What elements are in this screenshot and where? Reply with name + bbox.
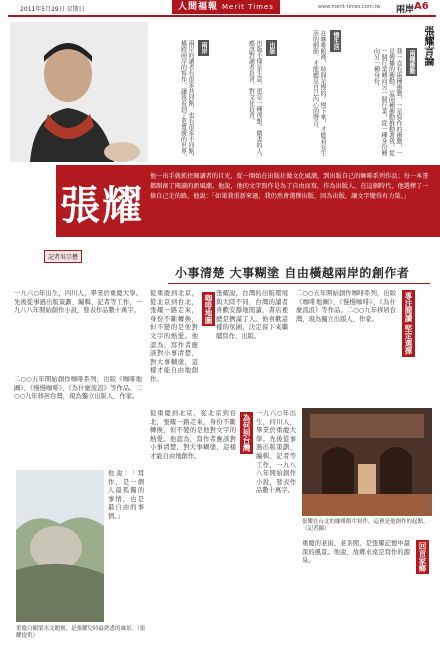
feature-lead: 他一出手就抓住閱讀者的目光，從一開始在出版社做文化風潮，到出版自己的咖啡系列作品；每一本書都開創了閱讀的新風潮。他說，他的文字寫作是為了自由而寫，作為出版人，在這個時代，他選擇了一條自己走的路，他說：「如果我重新來過，我仍然會選擇出版，因為出版，讓文字變得有力量。」 bbox=[150, 173, 429, 200]
series-title: 張耀言論 bbox=[422, 26, 433, 66]
section-head-1: 咖啡地圖 bbox=[204, 294, 213, 324]
section-head-3: 為何到台灣 bbox=[242, 414, 251, 452]
feature-name: 張耀 bbox=[60, 182, 144, 229]
masthead-rule bbox=[8, 15, 436, 17]
portrait-illustration bbox=[10, 22, 148, 162]
body-left-column bbox=[108, 470, 144, 620]
middle-column-text-2: 張耀說，台灣的出版環境與大陸不同，台灣的讀者喜歡安靜地閱讀，書店裡總是擠滿了人。他喜歡這樣的氛圍，決定留下來繼續寫作、出版。 bbox=[216, 290, 288, 340]
lower-middle-text-2: 一九六○年出生，四川人，畢業於重慶大學。先後從事過出版策劃、編輯、記者等工作，一九八八年開始創作小說，發表作品數十萬字。 bbox=[256, 410, 296, 495]
issue-date: 2011年5月29日 星期日 bbox=[20, 6, 85, 13]
bottom-right-text: 重慶的老街、老茶館，是張耀記憶中最深的風景。他說，故鄉永遠是寫作的源泉。 bbox=[302, 540, 410, 565]
landscape-photo bbox=[16, 470, 104, 622]
middle-column-text: 從重慶到北京，從北京到台北，張耀一路走來，身份不斷轉換，但不變的是他對文字的熱愛。他認為，寫作者應該對小事清楚，對大事糊塗，這樣才能自由地創作。 bbox=[150, 290, 198, 383]
headline: 小事清楚 大事糊塗 自由橫越兩岸的創作者 bbox=[175, 266, 410, 280]
right-column-text: 二○○五年開始創作咖啡系列，出版《咖啡地圖》、《慢慢咖啡》、《為什麼流浪》等作品。二○○九年移居台灣，現為獨立出版人、作家。 bbox=[296, 290, 396, 323]
column-text-1: 我一直有兩種衝動，一是寫作的衝動，一是傳播的衝動。這兩種衝動推動著我，從一個行業轉向另一個行業，從一種身份轉向另一種身份。 bbox=[372, 48, 402, 156]
body-intro: 一九六○年出生，四川人，畢業於重慶大學。先後從事過出版策劃、編輯、記者等工作，一九八八年開始創作小說，發表作品數十萬字。 bbox=[14, 290, 142, 315]
caption-left: 重慶白鶴梁水文題刻，是張耀兒時最熟悉的風景。（張耀提供） bbox=[16, 626, 146, 639]
logo-subtitle: Merit Times bbox=[222, 3, 274, 11]
lower-middle-text: 從重慶到北京，從北京到台北，張耀一路走來，身份不斷轉換，但不變的是他對文字的熱愛。他認為，寫作者應該對小事清楚，對大事糊塗，這樣才能自由地創作。 bbox=[150, 410, 236, 460]
column-text-3: 出版不僅是生意，更是一種理想。做書的人，應該對讀者負責，對文化負責。 bbox=[247, 40, 262, 160]
column-heading-4: 兩岸 bbox=[200, 42, 207, 54]
caption-right: 張耀在台北的咖啡館中寫作，這裡是他創作的起點。（記者攝） bbox=[302, 519, 429, 532]
column-text-2: 在咖啡館裡，時間是慢的。慢下來，才能看見生活的細節，才能聽見自己內心的聲音。 bbox=[311, 30, 326, 156]
section-head-2: 專注閱讀 堅定選擇 bbox=[404, 292, 413, 355]
column-heading-2: 慢生活 bbox=[332, 32, 339, 50]
body-left-column-text: 他說：「寫作，是一個人最孤獨的事情，也是最自由的事情。」 bbox=[108, 470, 144, 520]
body-more: 二○○五年開始創作咖啡系列，出版《咖啡地圖》、《慢慢咖啡》、《為什麼流浪》等作品。二○○九年移居台灣，現為獨立出版人、作家。 bbox=[14, 376, 142, 401]
interior-photo bbox=[302, 408, 432, 516]
portrait-photo bbox=[10, 22, 148, 162]
bottom-right-heading: 回首家鄉 bbox=[418, 542, 427, 572]
logo-text: 人間福報 bbox=[178, 2, 219, 12]
section-name: 兩岸 bbox=[396, 5, 415, 15]
page-number: A6 bbox=[414, 1, 429, 12]
site-url: www.merit-times.com.tw bbox=[318, 4, 381, 10]
interior-illustration bbox=[302, 408, 432, 516]
headline-rule bbox=[168, 283, 430, 284]
byline: 記者吳宗懋 bbox=[44, 250, 82, 263]
landscape-illustration bbox=[16, 470, 104, 622]
column-text-4: 兩岸的讀者有很多共同點，也有很多不同點。橫跨兩岸的寫作，讓我看到了更寬廣的世界。 bbox=[179, 40, 194, 160]
newspaper-logo bbox=[172, 0, 280, 14]
column-heading-1: 兩種衝動 bbox=[408, 50, 415, 74]
column-heading-3: 出版 bbox=[268, 42, 275, 54]
